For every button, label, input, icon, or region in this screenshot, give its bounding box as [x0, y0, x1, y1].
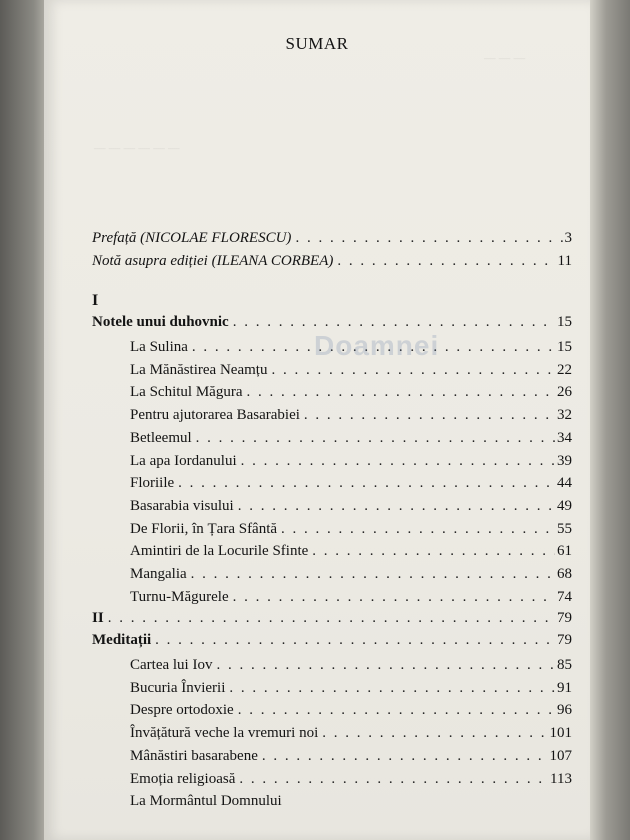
leader-dots	[271, 360, 555, 380]
toc-entry-page: 44	[557, 475, 572, 492]
toc-entry-title: Bucuria Învierii	[130, 679, 226, 696]
leader-dots	[178, 473, 555, 493]
leader-dots	[233, 312, 555, 332]
toc-entry-title: Învățătură veche la vremuri noi	[130, 725, 319, 742]
section-numeral: II	[92, 610, 104, 626]
toc-entry	[130, 451, 572, 471]
toc-entry	[130, 655, 572, 675]
toc-entry-title: Basarabia visului	[130, 497, 234, 514]
section-numeral: I	[92, 292, 99, 309]
toc-entry-title: Prefață (NICOLAE FLORESCU)	[92, 230, 292, 246]
toc-entry-page: 49	[557, 497, 572, 514]
toc-entry-page: 85	[557, 657, 572, 673]
toc-entry	[130, 360, 572, 380]
toc-entry-title: Emoția religioasă	[130, 770, 236, 787]
toc-entry	[130, 405, 572, 425]
toc-entry-title: La Mormântul Domnului	[130, 793, 282, 810]
toc-entry-title: La apa Iordanului	[130, 452, 237, 469]
leader-dots	[108, 608, 555, 628]
toc-entry	[130, 723, 572, 743]
leader-dots	[262, 746, 548, 766]
leader-dots	[322, 723, 547, 743]
toc-entry	[130, 541, 572, 561]
leader-dots	[238, 700, 555, 720]
watermark: Doamnei	[314, 330, 440, 361]
toc-entry-page: 79	[557, 632, 572, 648]
book-page	[44, 0, 590, 840]
bleed-through-text: — — —	[484, 50, 526, 65]
toc-entry-page: 61	[557, 543, 572, 560]
toc-entry	[130, 746, 572, 766]
leader-dots	[239, 769, 548, 789]
page-title: SUMAR	[285, 34, 349, 53]
leader-dots	[229, 678, 555, 698]
background-right	[590, 0, 630, 840]
bleed-through-text: — — — — — —	[94, 140, 180, 155]
toc-entry	[130, 473, 572, 493]
toc-entry-page: 15	[557, 314, 572, 330]
toc-entry	[130, 678, 572, 698]
toc-entry	[130, 587, 572, 607]
toc-entry-title: Mânăstiri basarabene	[130, 747, 258, 764]
toc-entry-title: Notă asupra ediției (ILEANA CORBEA)	[92, 253, 334, 269]
toc-entry-title: La Sulina	[130, 339, 188, 355]
background-left	[0, 0, 48, 840]
leader-dots	[246, 382, 555, 402]
toc-entry	[130, 564, 572, 584]
toc-entry-title: Turnu-Măgurele	[130, 588, 229, 605]
toc-entry-title: De Florii, în Țara Sfântă	[130, 520, 278, 537]
toc-entry	[130, 519, 572, 539]
leader-dots	[216, 655, 555, 675]
toc-entry-title: Amintiri de la Locurile Sfinte	[130, 543, 309, 560]
toc-entry-title: Notele unui duhovnic	[92, 314, 229, 330]
toc-entry	[130, 791, 572, 811]
leader-dots	[241, 451, 555, 471]
toc-entry	[130, 769, 572, 789]
leader-dots	[312, 541, 555, 561]
leader-dots	[233, 587, 555, 607]
toc-entry-title: Cartea lui Iov	[130, 657, 213, 673]
toc-entry	[92, 228, 572, 248]
toc-entry-title: La Schitul Măgura	[130, 384, 243, 401]
toc-entry-title: Floriile	[130, 475, 175, 492]
toc-entry-page: 11	[557, 253, 572, 269]
section-heading	[92, 312, 572, 332]
leader-dots	[281, 519, 555, 539]
toc-entry-page: 32	[557, 407, 572, 424]
leader-dots	[238, 496, 555, 516]
toc-entry-title: Betleemul	[130, 429, 192, 446]
leader-dots	[295, 228, 562, 248]
leader-dots	[155, 630, 555, 650]
toc-entry-page: 39	[557, 452, 572, 469]
toc-entry	[130, 700, 572, 720]
toc-entry	[130, 496, 572, 516]
toc-entry-title: La Mănăstirea Neamțu	[130, 361, 268, 378]
toc-entry-page: 79	[557, 610, 572, 626]
toc-entry-page: 15	[557, 339, 572, 355]
toc-entry-page: 107	[549, 747, 572, 764]
toc-entry-title: Pentru ajutorarea Basarabiei	[130, 407, 300, 424]
toc-entry	[130, 382, 572, 402]
section-heading	[92, 630, 572, 650]
toc-entry-page: 74	[557, 588, 572, 605]
section-numeral-row	[92, 608, 572, 628]
toc-entry	[130, 428, 572, 448]
toc-entry-page: 96	[557, 702, 572, 719]
toc-entry-page: 3	[564, 230, 572, 246]
toc-entry-page: 26	[557, 384, 572, 401]
toc-entry	[92, 251, 572, 271]
toc-entry-page: 113	[550, 770, 572, 787]
toc-entry-title: Meditații	[92, 632, 152, 648]
toc-entry-page: 22	[557, 361, 572, 378]
leader-dots	[196, 428, 555, 448]
leader-dots	[191, 564, 555, 584]
toc-entry-page: 101	[549, 725, 572, 742]
leader-dots	[337, 251, 555, 271]
toc-entry-page: 68	[557, 566, 572, 582]
toc-entry-title: Despre ortodoxie	[130, 702, 234, 719]
leader-dots	[304, 405, 555, 425]
toc-entry-page: 34	[557, 429, 572, 446]
toc-entry-page: 91	[557, 679, 572, 696]
toc-entry-title: Mangalia	[130, 566, 187, 582]
toc-entry-page: 55	[557, 520, 572, 537]
